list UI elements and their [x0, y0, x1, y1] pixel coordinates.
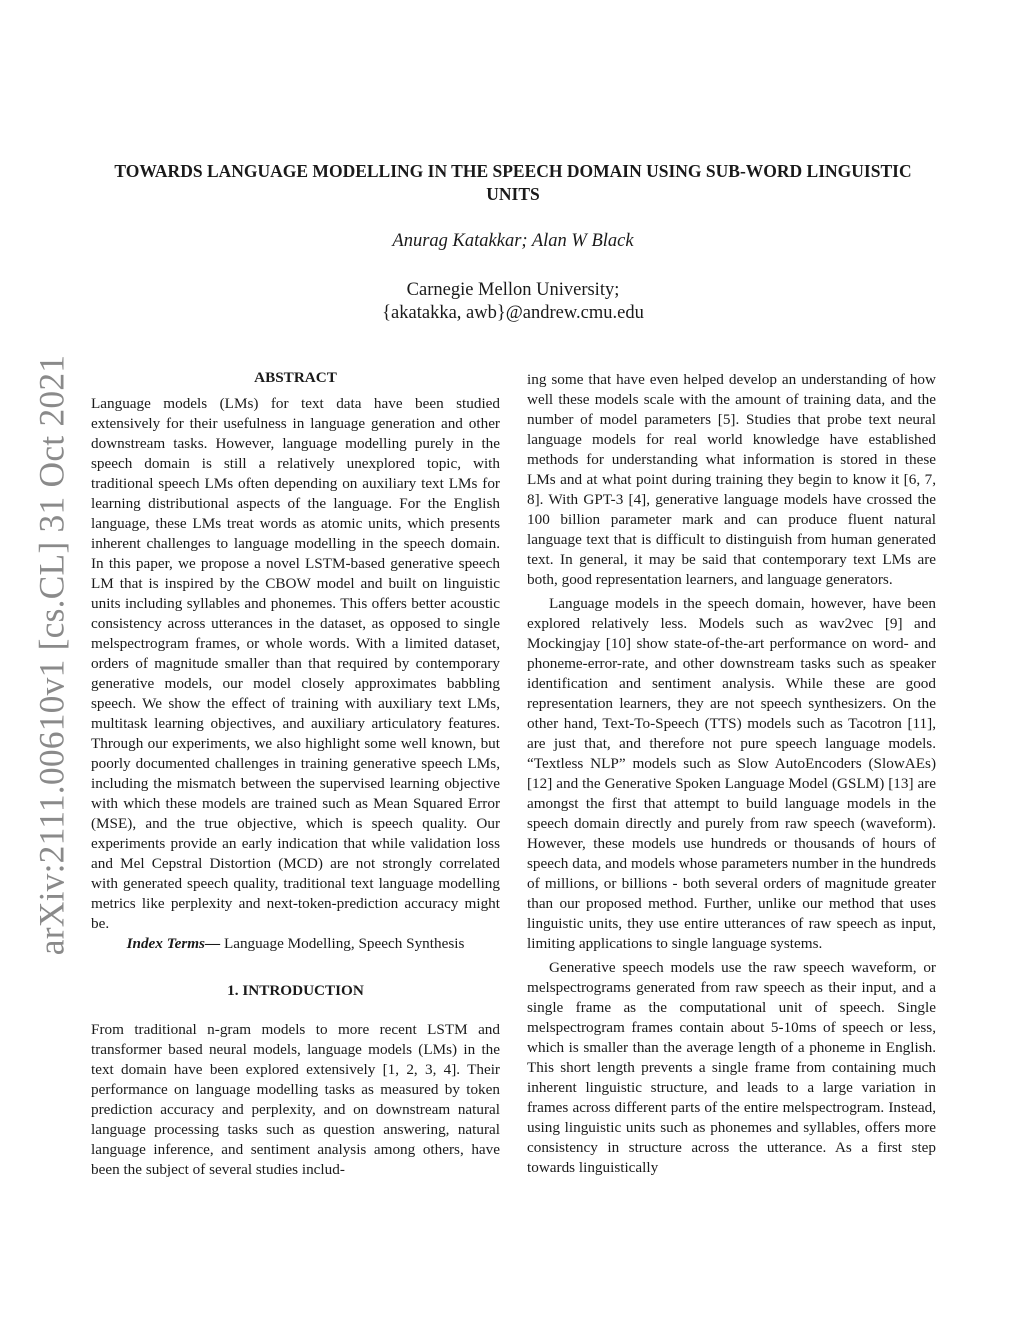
- index-terms: [91, 934, 500, 954]
- index-terms-text: Language Modelling, Speech Synthesis: [223, 935, 465, 952]
- intro-heading: 1. INTRODUCTION: [227, 982, 364, 999]
- abstract-heading: ABSTRACT: [254, 369, 337, 386]
- right-column: [527, 370, 936, 1178]
- index-terms-label: Index Terms—: [126, 935, 221, 952]
- paper-authors: Anurag Katakkar; Alan W Black: [392, 231, 634, 251]
- author-email: {akatakka, awb}@andrew.cmu.edu: [382, 303, 644, 323]
- paper-title: TOWARDS LANGUAGE MODELLING IN THE SPEECH DOMAIN USING SUB-WORD LINGUISTIC UNITS: [114, 161, 912, 204]
- arxiv-stamp: [22, 354, 80, 956]
- right-paragraph-3: Generative speech models use the raw speech waveform, or melspectrograms generated from raw speech as their input, and a single frame as the computational unit of speech. Single melspectrogram frames contain about 5-10ms of speech or less, which is smaller than the average length of a phoneme in English. This short length prevents a single frame from containing much inherent linguistic structure, and leads to a large variation in frames across different parts of the entire melspectrogram. Instead, using linguistic units such as phonemes and syllables, offers more consistency in structure across the utterance. As a first step towards linguistically: [527, 959, 936, 1176]
- intro-paragraph-1: From traditional n-gram models to more recent LSTM and transformer based neural models, language models (LMs) in the text domain have been explored extensively [1, 2, 3, 4]. Their performance on language modelling tasks as measured by token prediction accuracy and perplexity, and on downstream natural language processing tasks such as question answering, natural language inference, and sentiment analysis among others, have been the subject of several studies includ-: [91, 1021, 500, 1178]
- right-paragraph-2: Language models in the speech domain, however, have been explored relatively less. Models such as wav2vec [9] and Mockingjay [10] show state-of-the-art performance on word- and phoneme-error-rate, and other downstream tasks such as speaker identification and sentiment analysis. While these are good representation learners, they are not speech synthesizers. On the other hand, Text-To-Speech (TTS) models such as Tacotron [11], are just that, and therefore not pure speech language models. “Textless NLP” models such as Slow AutoEncoders (SlowAEs) [12] and the Generative Spoken Language Model (GSLM) [13] are amongst the first that attempt to build language models in the speech domain directly and purely from raw speech (waveform). However, these models use hundreds or thousands of hours of speech data, and models whose parameters number in the hundreds of millions, or billions - both several orders of magnitude greater than our proposed method. Further, unlike our method that uses linguistic units, they use entire utterances of raw speech as input, limiting applications to single language systems.: [527, 595, 936, 952]
- right-paragraph-1: ing some that have even helped develop an understanding of how well these models scale with the amount of training data, and the number of model parameters [5]. Studies that probe text neural language models for real world knowledge have established methods for understanding what information is stored in these LMs and at what point during training they begin to know it [6, 7, 8]. With GPT-3 [4], generative language models have crossed the 100 billion parameter mark and can produce fluent natural language text that is difficult to distinguish from human generated text. In general, it may be said that contemporary text LMs are both, good representation learners, and language generators.: [527, 371, 936, 588]
- left-column: [91, 368, 500, 1180]
- affiliation: Carnegie Mellon University;: [406, 280, 620, 300]
- abstract-text: Language models (LMs) for text data have been studied extensively for their usefulness in language generation and other downstream tasks. However, language modelling purely in the speech domain is still a relatively unexplored topic, with traditional speech LMs often depending on auxiliary text LMs for learning distributional aspects of the language. For the English language, these LMs treat words as atomic units, which presents inherent challenges to language modelling in the speech domain. In this paper, we propose a novel LSTM-based generative speech LM that is inspired by the CBOW model and built on linguistic units including syllables and phonemes. This offers better acoustic consistency across utterances in the dataset, as opposed to single melspectrogram frames, or whole words. With a limited dataset, orders of magnitude smaller than that required by contemporary generative models, our model closely approximates babbling speech. We show the effect of training with auxiliary text LMs, multitask learning objectives, and auxiliary articulatory features. Through our experiments, we also highlight some well known, but poorly documented challenges in training generative speech LMs, including the mismatch between the supervised learning objective with which these models are trained such as Mean Squared Error (MSE), and the true objective, which is speech quality. Our experiments provide an early indication that while validation loss and Mel Cepstral Distortion (MCD) are not strongly correlated with generated speech quality, traditional text language modelling metrics like perplexity and next-token-prediction accuracy might be.: [91, 395, 500, 932]
- affiliation-block: [100, 279, 926, 325]
- arxiv-stamp-text: arXiv:2111.00610v1 [cs.CL] 31 Oct 2021: [31, 354, 71, 956]
